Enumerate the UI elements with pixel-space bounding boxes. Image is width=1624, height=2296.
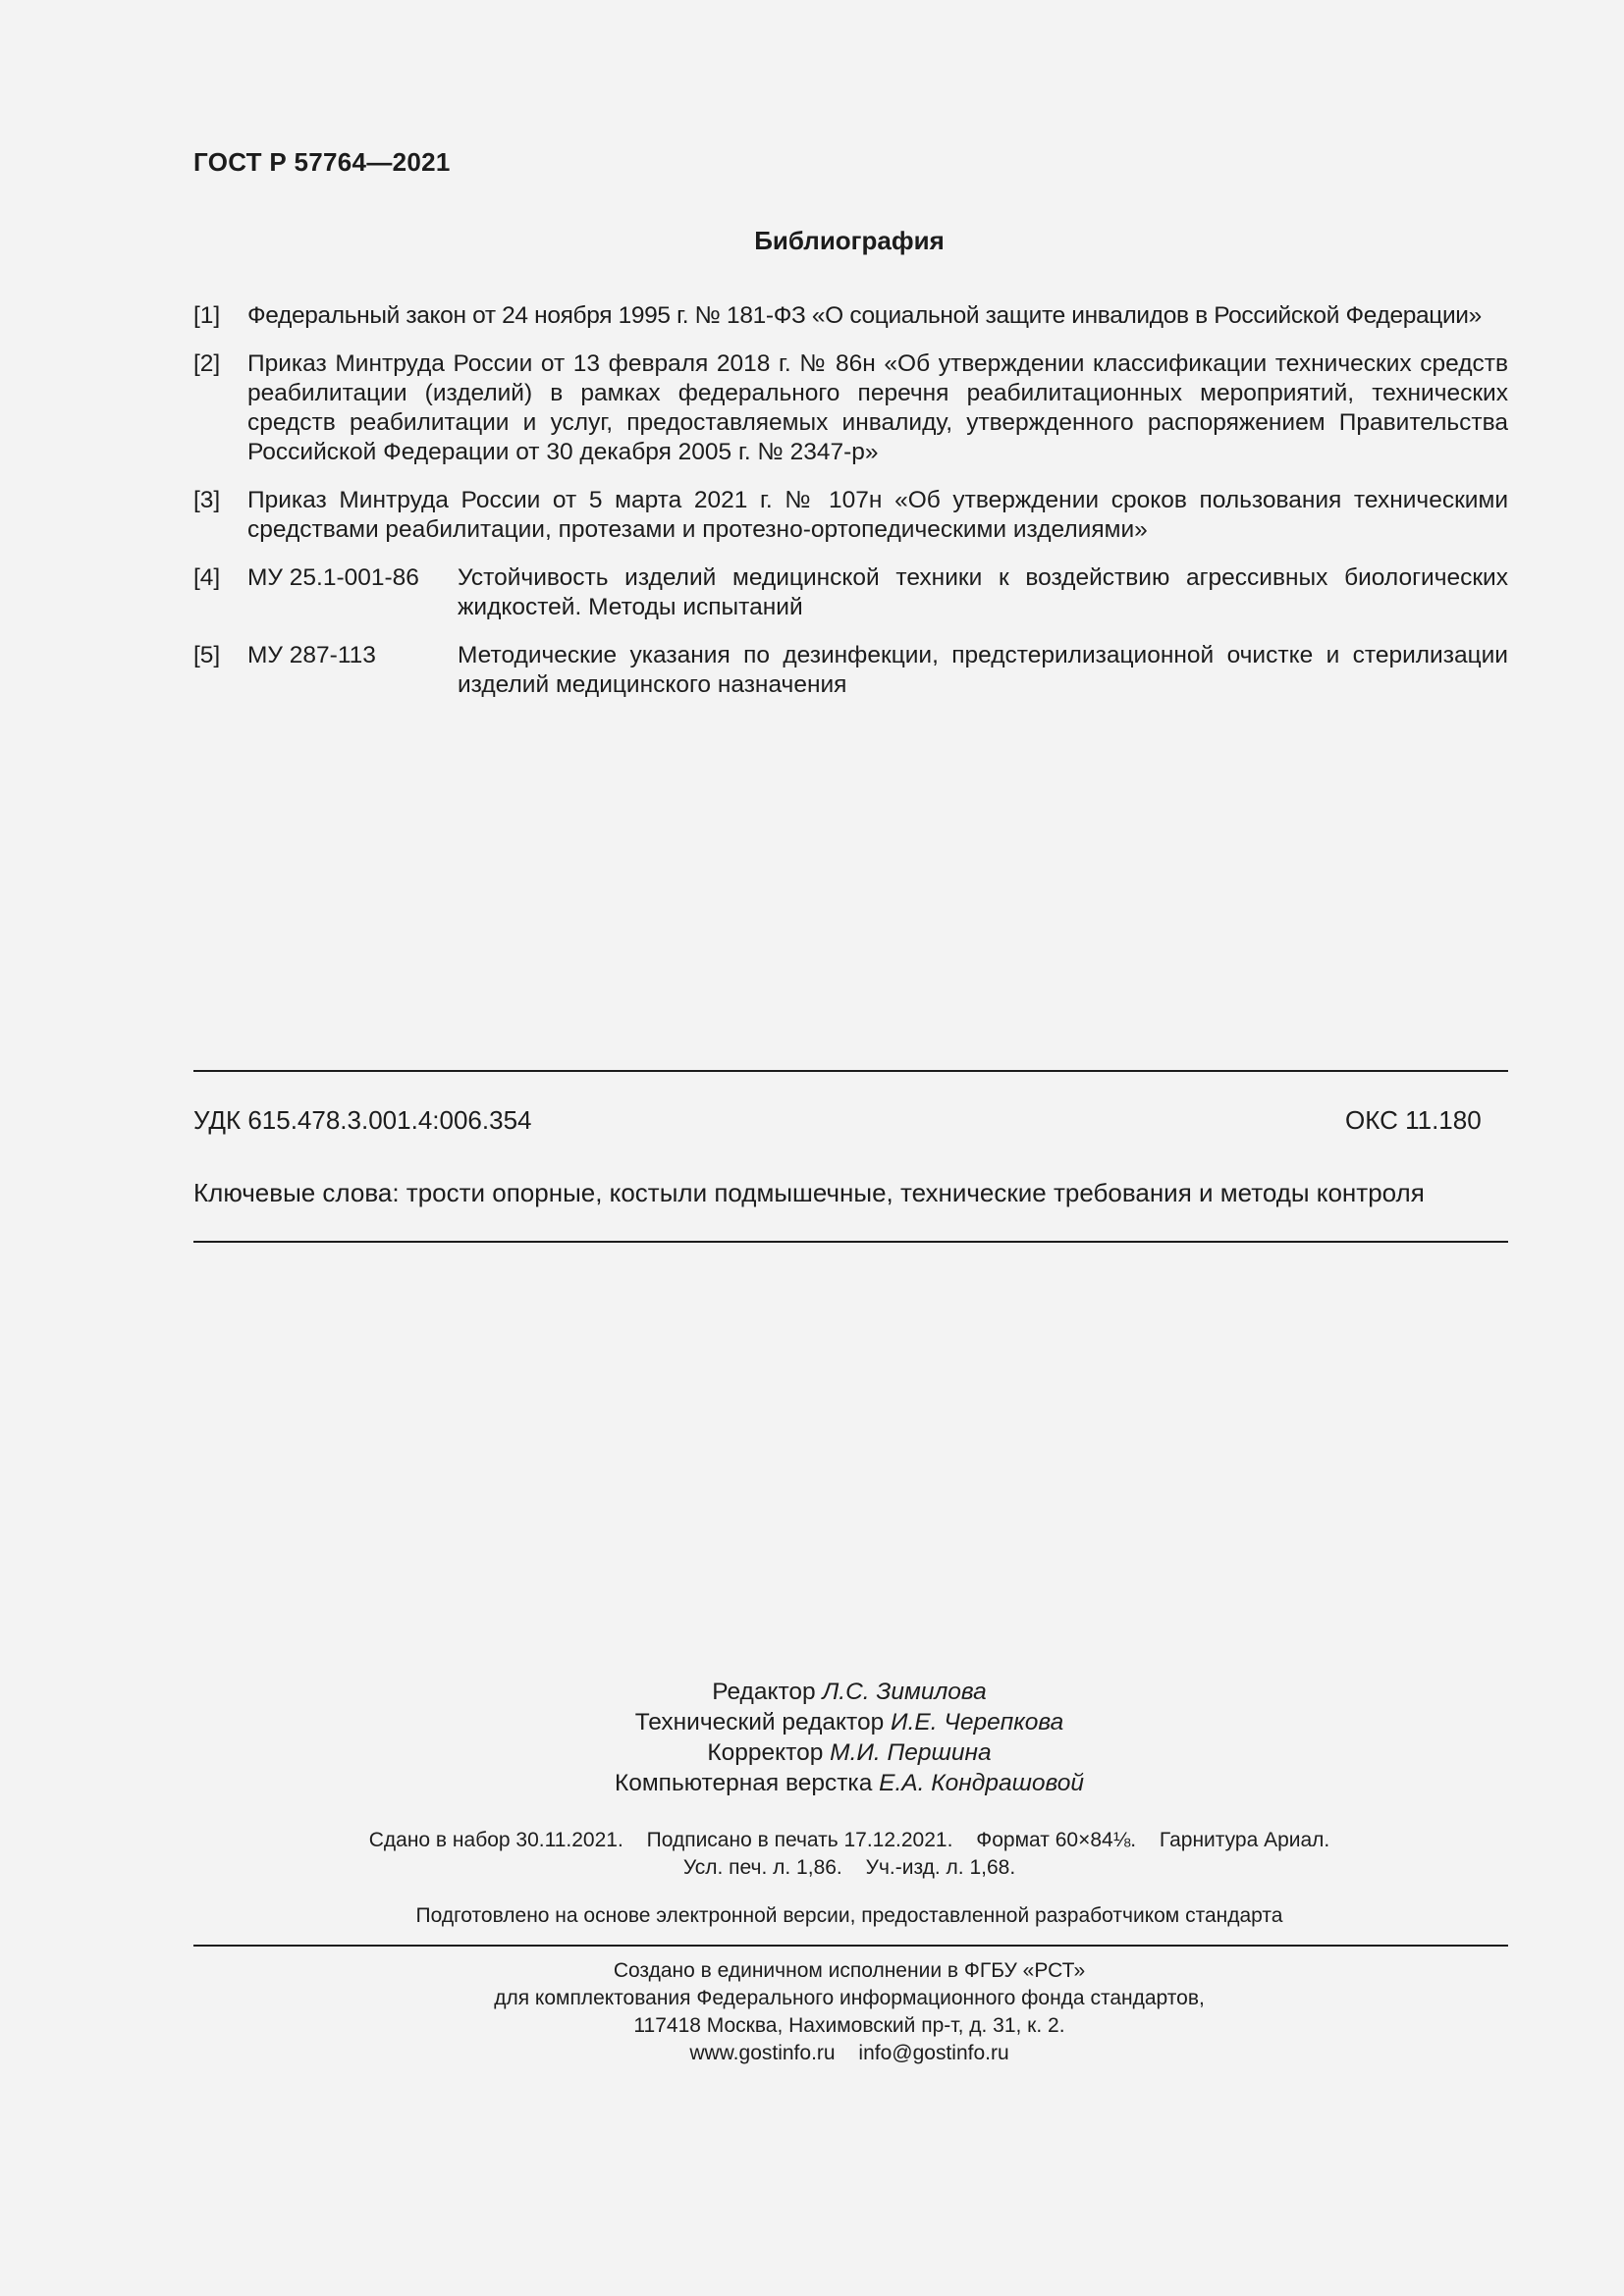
editor-line xyxy=(0,1677,1624,1707)
bibliography-entry xyxy=(193,301,1508,331)
document-id: ГОСТ Р 57764—2021 xyxy=(193,147,451,177)
entry-number: [5] xyxy=(193,642,221,668)
footer-block xyxy=(0,1957,1624,2067)
website-link[interactable]: www.gostinfo.ru xyxy=(689,2042,836,2064)
editor-label: Редактор xyxy=(712,1679,816,1705)
udk-code: УДК 615.478.3.001.4:006.354 xyxy=(193,1105,532,1135)
proofreader-label: Корректор xyxy=(707,1739,824,1766)
footer-line-1: Создано в единичном исполнении в ФГБУ «РСТ» xyxy=(613,1959,1086,1982)
print-sheets: Усл. печ. л. 1,86. xyxy=(682,1856,842,1879)
bibliography-title: Библиография xyxy=(754,226,945,255)
editor-name: Л.С. Зимилова xyxy=(822,1679,987,1705)
footer-links xyxy=(0,2040,1624,2067)
entry-number: [4] xyxy=(193,564,221,591)
bibliography-entry xyxy=(193,349,1508,467)
oks-code: ОКС 11.180 xyxy=(1345,1105,1482,1135)
entry-text: Федеральный закон от 24 ноября 1995 г. № 181-ФЗ «О социальной защите инвалидов в Российской Федерации» xyxy=(247,302,1482,329)
proofreader-name: М.И. Першина xyxy=(830,1739,992,1766)
signed-date: Подписано в печать 17.12.2021. xyxy=(646,1829,953,1851)
tech-editor-line xyxy=(0,1707,1624,1737)
layout-name: Е.А. Кондрашовой xyxy=(879,1770,1085,1796)
publisher-sheets: Уч.-изд. л. 1,68. xyxy=(865,1856,1016,1879)
entry-code: МУ 25.1-001-86 xyxy=(247,564,419,591)
top-divider xyxy=(193,1070,1508,1072)
bibliography-entry xyxy=(193,641,1508,700)
tech-editor-name: И.Е. Черепкова xyxy=(891,1709,1064,1735)
paper-format: Формат 60×84⅛. xyxy=(976,1829,1137,1851)
entry-number: [1] xyxy=(193,302,221,329)
entry-text: Приказ Минтруда России от 5 марта 2021 г. № 107н «Об утверждении сроков пользования техническими средствами реабилитации, протезами и протезно-ортопедическими изделиями» xyxy=(247,487,1508,543)
imprint-block xyxy=(0,1827,1624,1882)
typeset-date: Сдано в набор 30.11.2021. xyxy=(368,1829,623,1851)
footer-divider xyxy=(193,1945,1508,1947)
entry-text: Методические указания по дезинфекции, предстерилизационной очистке и стерилизации изделий медицинского назначения xyxy=(458,642,1508,698)
entry-text: Приказ Минтруда России от 13 февраля 2018 г. № 86н «Об утверждении классификации технических средств реабилитации (изделий) в рамках федерального перечня реабилитационных мероприятий, технических средств реабилитации и услуг, предоставляемых инвалиду, утвержденного распоряжением Правительства Российской Федерации от 30 декабря 2005 г. № 2347-р» xyxy=(247,350,1508,465)
prepared-note: Подготовлено на основе электронной версии, предоставленной разработчиком стандарта xyxy=(415,1904,1283,1927)
typeface: Гарнитура Ариал. xyxy=(1159,1829,1330,1851)
bottom-divider xyxy=(193,1241,1508,1243)
footer-line-3: 117418 Москва, Нахимовский пр-т, д. 31, к. 2. xyxy=(633,2014,1065,2037)
entry-code: МУ 287-113 xyxy=(247,642,376,668)
tech-editor-label: Технический редактор xyxy=(634,1709,885,1735)
imprint-line-1 xyxy=(0,1827,1624,1854)
layout-label: Компьютерная верстка xyxy=(614,1770,873,1796)
keywords: Ключевые слова: трости опорные, костыли подмышечные, технические требования и методы контроля xyxy=(193,1178,1425,1207)
layout-line xyxy=(0,1768,1624,1798)
entry-number: [3] xyxy=(193,487,221,513)
bibliography-entry xyxy=(193,486,1508,545)
imprint-line-2 xyxy=(0,1854,1624,1882)
entry-number: [2] xyxy=(193,350,221,377)
bibliography-entry xyxy=(193,563,1508,622)
footer-line-2: для комплектования Федерального информационного фонда стандартов, xyxy=(494,1987,1205,2009)
entry-text: Устойчивость изделий медицинской техники к воздействию агрессивных биологических жидкостей. Методы испытаний xyxy=(458,564,1508,620)
email-link[interactable]: info@gostinfo.ru xyxy=(858,2042,1009,2064)
credits-block xyxy=(0,1677,1624,1798)
bibliography-list xyxy=(193,301,1508,719)
proofreader-line xyxy=(0,1737,1624,1768)
